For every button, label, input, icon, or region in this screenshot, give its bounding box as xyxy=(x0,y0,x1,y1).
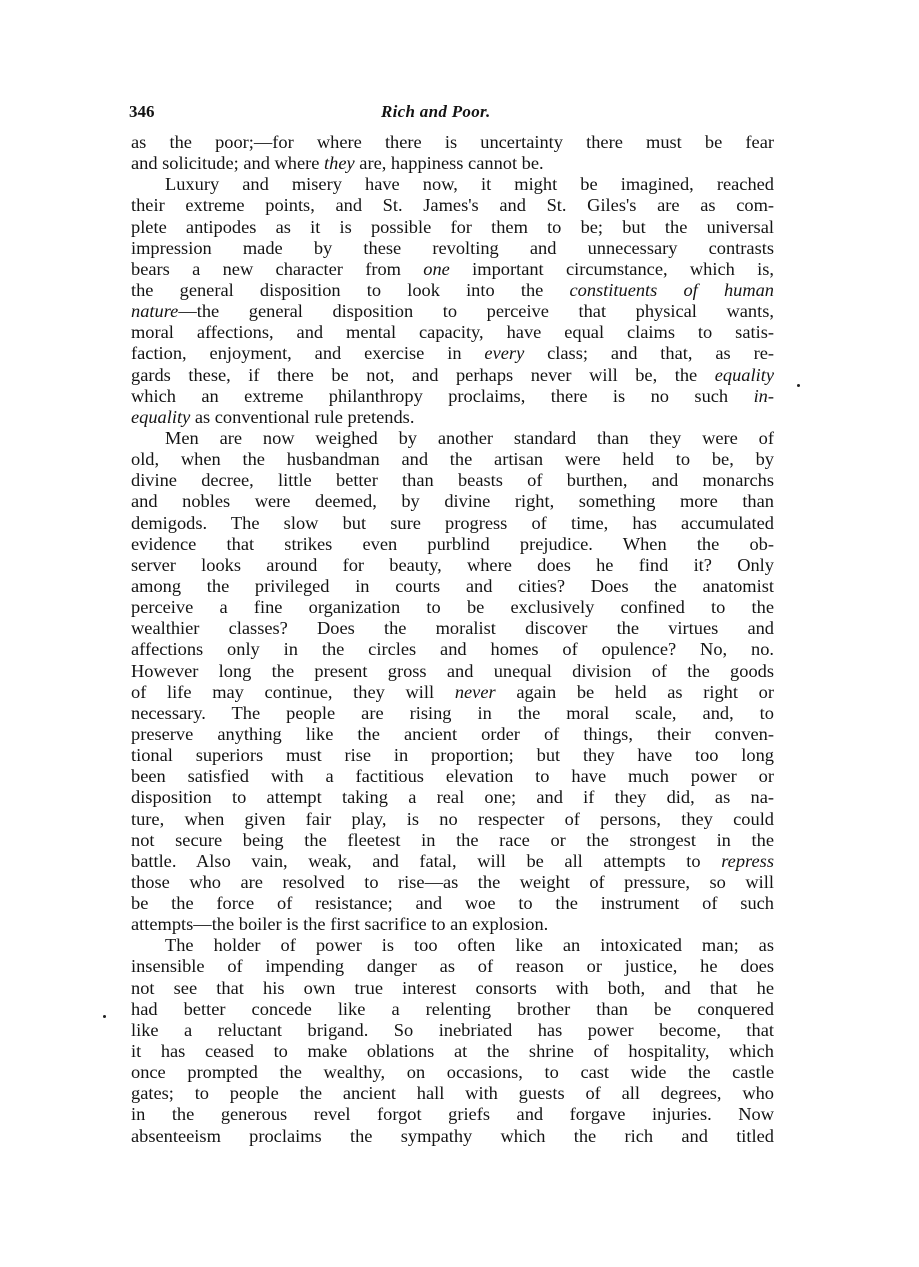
text-line: old, when the husbandman and the artisan were held to be, by xyxy=(131,449,774,470)
page-number: 346 xyxy=(129,102,155,121)
text-line: their extreme points, and St. James's and St. Giles's are as com- xyxy=(131,195,774,216)
text-line: it has ceased to make oblations at the shrine of hospitality, which xyxy=(131,1041,774,1062)
text-line: not secure being the fleetest in the race or the strongest in the xyxy=(131,829,774,850)
text-line: not see that his own true interest consorts with both, and that he xyxy=(131,977,774,998)
text-line: bears a new character from one important circumstance, which is, xyxy=(131,258,775,279)
text-line: like a reluctant brigand. So inebriated has power become, that xyxy=(131,1019,774,1040)
margin-mark xyxy=(797,384,800,387)
margin-mark xyxy=(103,1015,106,1018)
text-line: disposition to attempt taking a real one; and if they did, as na- xyxy=(131,787,774,808)
text-line: divine decree, little better than beasts of burthen, and monarchs xyxy=(131,470,774,491)
text-line: However long the present gross and unequal division of the goods xyxy=(131,660,774,681)
text-line: Men are now weighed by another standard than they were of xyxy=(165,427,774,448)
text-line: which an extreme philanthropy proclaims, there is no such in- xyxy=(131,385,774,406)
text-line: and solicitude; and where they are, happiness cannot be. xyxy=(131,153,544,174)
text-line: necessary. The people are rising in the moral scale, and, to xyxy=(131,702,774,723)
text-line: in the generous revel forgot griefs and forgave injuries. Now xyxy=(131,1104,774,1125)
text-line: perceive a fine organization to be exclusively confined to the xyxy=(131,597,774,618)
body-text xyxy=(131,132,774,1147)
text-line: The holder of power is too often like an intoxicated man; as xyxy=(165,935,774,956)
text-line: once prompted the wealthy, on occasions, to cast wide the castle xyxy=(131,1062,774,1083)
text-line: of life may continue, they will never again be held as right or xyxy=(131,681,774,702)
text-line: moral affections, and mental capacity, have equal claims to satis- xyxy=(131,322,774,343)
text-line: Luxury and misery have now, it might be imagined, reached xyxy=(165,174,774,195)
text-line: server looks around for beauty, where does he find it? Only xyxy=(131,554,774,575)
text-line: battle. Also vain, weak, and fatal, will be all attempts to repress xyxy=(131,850,774,871)
text-line: impression made by these revolting and unnecessary contrasts xyxy=(131,237,774,258)
text-line: equality as conventional rule pretends. xyxy=(131,406,415,427)
text-line: affections only in the circles and homes of opulence? No, no. xyxy=(131,639,774,660)
text-line: tional superiors must rise in proportion; but they have too long xyxy=(131,745,774,766)
text-line: be the force of resistance; and woe to the instrument of such xyxy=(131,893,774,914)
text-line: absenteeism proclaims the sympathy which the rich and titled xyxy=(131,1125,774,1146)
running-title: Rich and Poor. xyxy=(381,102,491,121)
text-line: gards these, if there be not, and perhaps never will be, the equality xyxy=(131,364,774,385)
text-line: nature—the general disposition to perceive that physical wants, xyxy=(131,301,774,322)
text-line: the general disposition to look into the constituents of human xyxy=(131,279,775,300)
text-line: among the privileged in courts and cities? Does the anatomist xyxy=(131,575,774,596)
text-line: evidence that strikes even purblind prejudice. When the ob- xyxy=(131,533,774,554)
text-line: those who are resolved to rise—as the weight of pressure, so will xyxy=(131,871,774,892)
text-line: plete antipodes as it is possible for them to be; but the universal xyxy=(131,216,774,237)
text-line: had better concede like a relenting brother than be conquered xyxy=(131,998,774,1019)
text-line: preserve anything like the ancient order of things, their conven- xyxy=(131,723,774,744)
text-line: insensible of impending danger as of reason or justice, he does xyxy=(131,956,774,977)
text-line: attempts—the boiler is the first sacrifice to an explosion. xyxy=(131,914,549,935)
book-page xyxy=(131,98,774,1147)
text-line: as the poor;—for where there is uncertainty there must be fear xyxy=(131,132,774,152)
text-line: faction, enjoyment, and exercise in every class; and that, as re- xyxy=(131,343,774,364)
running-head xyxy=(131,98,774,126)
text-line: wealthier classes? Does the moralist discover the virtues and xyxy=(131,618,774,639)
text-line: ture, when given fair play, is no respecter of persons, they could xyxy=(131,808,774,829)
text-line: been satisfied with a factitious elevation to have much power or xyxy=(131,766,774,787)
text-line: demigods. The slow but sure progress of time, has accumulated xyxy=(131,512,774,533)
text-line: and nobles were deemed, by divine right, something more than xyxy=(131,491,774,512)
text-line: gates; to people the ancient hall with guests of all degrees, who xyxy=(131,1083,774,1104)
